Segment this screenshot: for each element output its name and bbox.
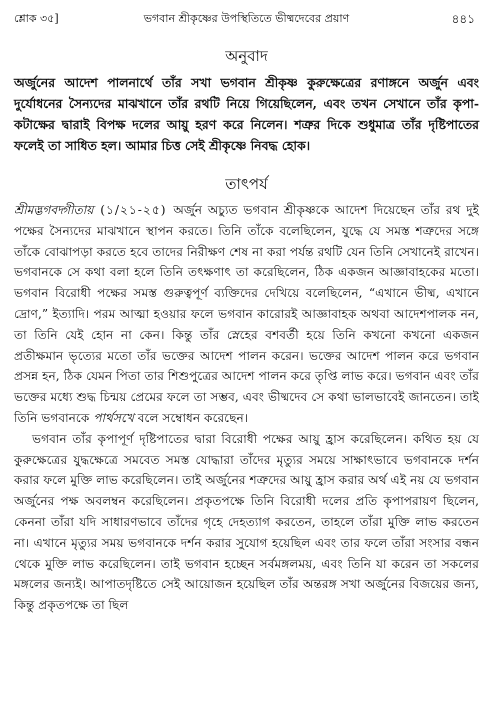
scripture-title: শ্রীমদ্ভগবদ্গীতায় [14,203,94,217]
purport-heading: তাৎপর্য [225,175,268,193]
page-header [14,8,479,30]
verse-label: শ্লোক ৩৫] [14,12,59,25]
purport-paragraph-1 [14,200,479,429]
running-title: ভগবান শ্রীকৃষ্ণের উপস্থিতিতে ভীষ্মদেবের প্রয়াণ [143,12,350,25]
translation-text: অর্জুনের আদেশ পালনার্থে তাঁর সখা ভগবান শ্রীকৃষ্ণ কুরুক্ষেত্রের রণাঙ্গনে অর্জুন এবং দুর্যোধনের সৈন্যদের মাঝখানে তাঁর রথটি নিয়ে গিয়েছিলেন, এবং তখন সেখানে তাঁর কৃপা-কটাক্ষের দ্বারাই বিপক্ষ দলের আয়ু হরণ করে নিলেন। শত্রুর দিকে শুধুমাত্র তাঁর দৃষ্টিপাতের ফলেই তা সাধিত হল। আমার চিত্ত সেই শ্রীকৃষ্ণে নিবদ্ধ হোক। [14,75,479,153]
epithet: পার্থসখে [93,410,134,425]
purport-paragraph-2: ভগবান তাঁর কৃপাপূর্ণ দৃষ্টিপাতের দ্বারা বিরোধী পক্ষের আয়ু হ্রাস করেছিলেন। কথিত হয় যে কুরুক্ষেত্রের যুদ্ধক্ষেত্রে সমবেত সমস্ত যোদ্ধারা তাঁদের মৃত্যুর সময়ে সাক্ষাৎভাবে ভগবানকে দর্শন করার ফলে মুক্তি লাভ করেছিলেন। তাই অর্জুনের শত্রুদের আয়ু হ্রাস করার অর্থ এই নয় যে ভগবান অর্জুনের পক্ষ অবলম্বন করেছিলেন। প্রকৃতপক্ষে তিনি বিরোধী দলের প্রতি কৃপাপরায়ণ ছিলেন, কেননা তাঁরা যদি সাধারণভাবে তাঁদের গৃহে দেহত্যাগ করতেন, তাহলে তাঁরা মুক্তি লাভ করতেন না। এখানে মৃত্যুর সময় ভগবানকে দর্শন করার সুযোগ হয়েছিল এবং তার ফলে তাঁরা সংসার বন্ধন থেকে মুক্তি লাভ করেছিলেন। তাই ভগবান হচ্ছেন সর্বমঙ্গলময়, এবং তিনি যা করেন তা সকলের মঙ্গলের জন্যই। আপাতদৃষ্টিতে সেই আয়োজন হয়েছিল তাঁর অন্তরঙ্গ সখা অর্জুনের বিজয়ের জন্য, কিন্তু প্রকৃতপক্ষে তা ছিল [14,431,479,613]
translation-heading: অনুবাদ [225,47,268,65]
scripture-reference: (১/২১-২৫) [93,203,174,217]
paragraph-text: অর্জুন অচ্যুত ভগবান শ্রীকৃষ্ণকে আদেশ দিয়েছেন তাঁর রথ দুই পক্ষের সৈন্যদের মাঝখানে স্থাপন করতে। তিনি তাঁকে বলেছিলেন, যুদ্ধে যে সমস্ত শত্রুদের সঙ্গে তাঁকে বোঝাপড়া করতে হবে তাদের নিরীক্ষণ শেষ না করা পর্যন্ত রথটি যেন তিনি সেখানেই রাখেন। ভগবানকে সে কথা বলা হলে তিনি তৎক্ষণাৎ তা করেছিলেন, ঠিক একজন আজ্ঞাবাহকের মতো। ভগবান বিরোধী পক্ষের সমস্ত গুরুত্বপূর্ণ ব্যক্তিদের দেখিয়ে বলেছিলেন, “এখানে ভীষ্ম, এখানে দ্রোণ,” ইত্যাদি। পরম আত্মা হওয়ার ফলে ভগবান কারোরই আজ্ঞাবাহক অথবা আদেশপালক নন, তা তিনি যেই হোন না কেন। কিন্তু তাঁর স্নেহের বশবর্তী হয়ে তিনি কখনো কখনো একজন প্রতীক্ষমান ভৃত্যের মতো তাঁর ভক্তের আদেশ পালন করেন। ভক্তের আদেশ পালন করে ভগবান প্রসন্ন হন, ঠিক যেমন পিতা তার শিশুপুত্রের আদেশ পালন করে তৃপ্তি লাভ করে। ভগবান এবং তাঁর ভক্তের মধ্যে শুদ্ধ চিন্ময় প্রেমের ফলে তা সম্ভব, এবং ভীষ্মদেব সে কথা ভালভাবেই জানতেন। তাই তিনি ভগবানকে [14,203,479,425]
page-number: ৪৪১ [451,12,475,26]
paragraph-text-end: বলে সম্বোধন করেছেন। [133,410,249,425]
